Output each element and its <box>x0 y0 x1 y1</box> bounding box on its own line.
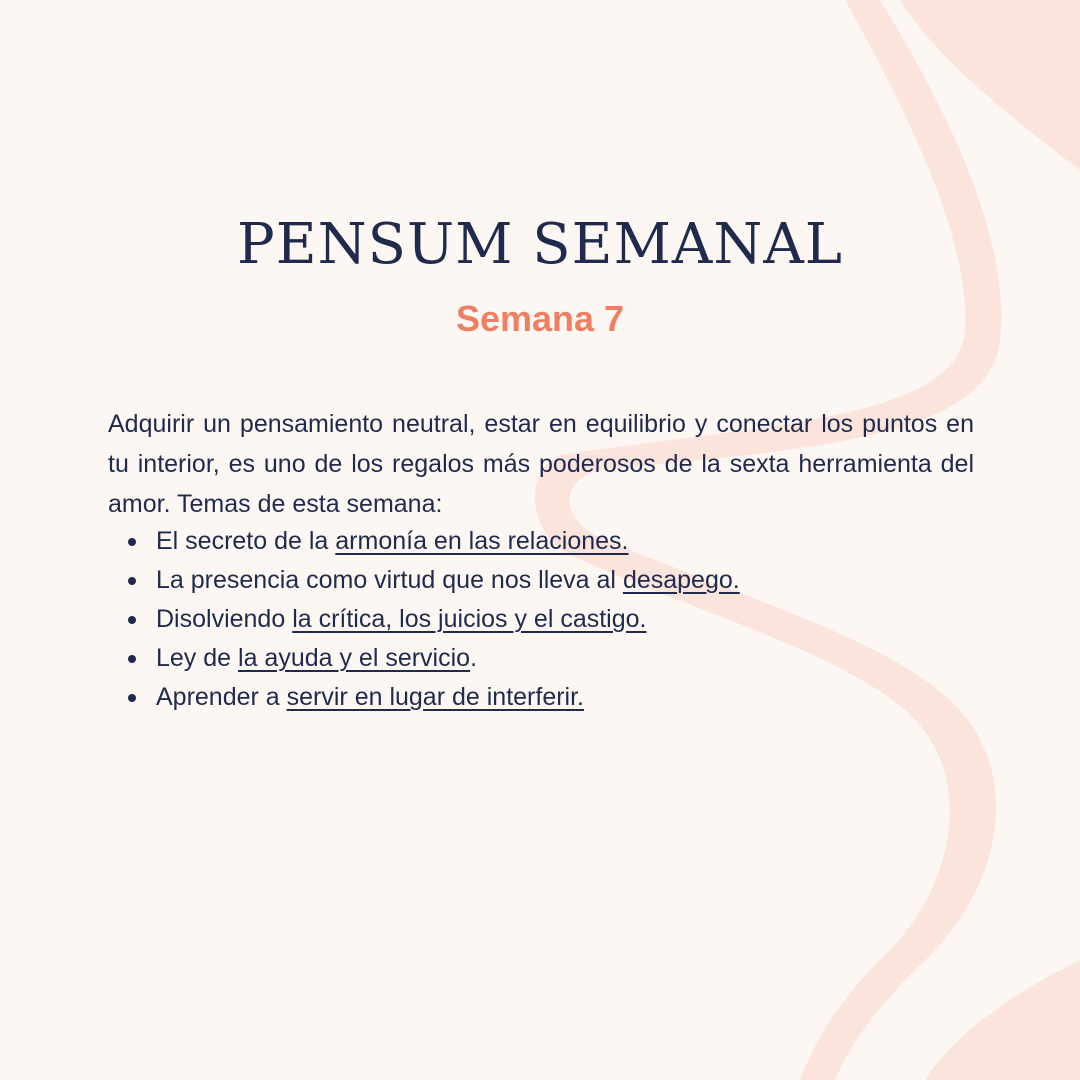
topics-list <box>108 522 1022 717</box>
list-item: Aprender a servir en lugar de interferir. <box>156 678 1022 717</box>
list-item: Disolviendo la crítica, los juicios y el castigo. <box>156 600 1022 639</box>
page-title: PENSUM SEMANAL <box>237 212 843 277</box>
topic-link-critica[interactable]: la crítica, los juicios y el castigo. <box>292 605 647 633</box>
topic-link-armonia[interactable]: armonía en las relaciones. <box>335 527 629 555</box>
week-subtitle: Semana 7 <box>455 298 625 339</box>
topic-link-servir[interactable]: servir en lugar de interferir. <box>286 683 584 711</box>
topic-link-desapego[interactable]: desapego. <box>622 566 740 594</box>
topic-link-ayuda[interactable]: la ayuda y el servicio <box>238 644 471 672</box>
intro-paragraph: Adquirir un pensamiento neutral, estar en equilibrio y conectar los puntos en tu interior, es uno de los regalos más poderosos de la sexta herramienta del amor. Temas de esta semana: <box>108 410 974 518</box>
list-item: Ley de la ayuda y el servicio. <box>156 639 1022 678</box>
list-item: El secreto de la armonía en las relaciones. <box>156 522 1022 561</box>
list-item: La presencia como virtud que nos lleva al desapego. <box>156 561 1022 600</box>
